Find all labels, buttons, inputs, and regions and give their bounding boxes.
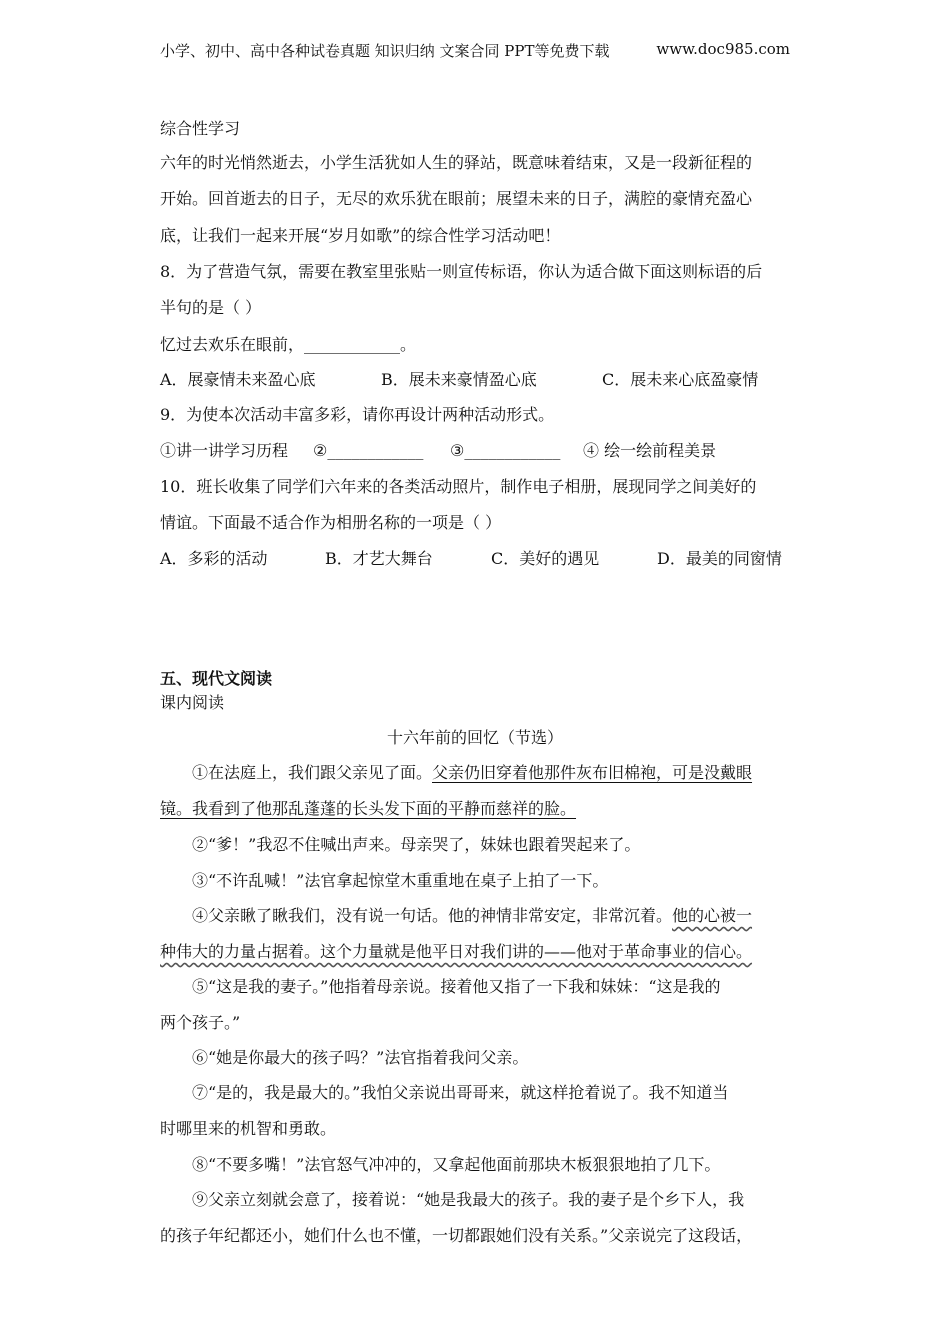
paragraph-1-line-2 — [160, 798, 790, 820]
q8-option-c[interactable]: C．展未来心底盈豪情 — [602, 370, 759, 389]
paragraph-7-line-2: 时哪里来的机智和勇敢。 — [160, 1119, 337, 1138]
q9-item-4: ④ 绘一绘前程美景 — [583, 441, 717, 460]
paragraph-3: ③“不许乱喊！”法官拿起惊堂木重重地在桌子上拍了一下。 — [192, 871, 609, 890]
q9-item-3[interactable]: ③____________ — [450, 441, 561, 460]
q10-option-c[interactable]: C．美好的遇见 — [491, 549, 600, 568]
q10-option-d[interactable]: D．最美的同窗情 — [657, 549, 782, 568]
intro-line-1: 六年的时光悄然逝去，小学生活犹如人生的驿站，既意味着结束，又是一段新征程的 — [160, 153, 753, 172]
header-text: 小学、初中、高中各种试卷真题 知识归纳 文案合同 PPT等免费下载 — [160, 42, 610, 60]
passage-title: 十六年前的回忆（节选） — [386, 728, 563, 747]
paragraph-4-line-1 — [160, 905, 790, 927]
paragraph-5-line-2: 两个孩子。” — [160, 1013, 241, 1032]
paragraph-4-line-2 — [160, 941, 790, 963]
page-header — [160, 40, 790, 61]
paragraph-9-line-1: ⑨父亲立刻就会意了，接着说：“她是我最大的孩子。我的妻子是个乡下人，我 — [192, 1190, 745, 1209]
paragraph-8: ⑧“不要多嘴！”法官怒气冲冲的，又拿起他面前那块木板狠狠地拍了几下。 — [192, 1155, 721, 1174]
q8-line-2: 半句的是（ ） — [160, 298, 262, 317]
q8-option-a[interactable]: A．展豪情未来盈心底 — [160, 370, 316, 389]
paragraph-4-start: ④父亲瞅了瞅我们，没有说一句话。他的神情非常安定，非常沉着。 — [192, 906, 673, 925]
paragraph-9-line-2: 的孩子年纪都还小，她们什么也不懂，一切都跟她们没有关系。”父亲说完了这段话， — [160, 1226, 753, 1245]
paragraph-6: ⑥“她是你最大的孩子吗？”法官指着我问父亲。 — [192, 1048, 529, 1067]
q9-text: 9．为使本次活动丰富多彩，请你再设计两种活动形式。 — [160, 405, 555, 424]
paragraph-1-start: ①在法庭上，我们跟父亲见了面。 — [192, 763, 433, 782]
q10-option-b[interactable]: B．才艺大舞台 — [325, 549, 433, 568]
q8-line-3: 忆过去欢乐在眼前，____________。 — [160, 335, 417, 354]
intro-line-2: 开始。回首逝去的日子，无尽的欢乐犹在眼前；展望未来的日子，满腔的豪情充盈心 — [160, 189, 753, 208]
header-url: www.doc985.com — [656, 40, 790, 58]
wavy-sentence-start: 他的心被一 — [672, 906, 753, 925]
paragraph-2: ②“爹！”我忍不住喊出声来。母亲哭了，妹妹也跟着哭起来了。 — [192, 835, 641, 854]
intro-line-3: 底，让我们一起来开展“岁月如歌”的综合性学习活动吧！ — [160, 226, 561, 245]
paragraph-1-line-1 — [160, 762, 790, 784]
paragraph-5-line-1: ⑤“这是我的妻子。”他指着母亲说。接着他又指了一下我和妹妹：“这是我的 — [192, 977, 721, 996]
wavy-sentence-end: 种伟大的力量占据着。这个力量就是他平日对我们讲的——他对于革命事业的信心。 — [160, 942, 753, 961]
q9-item-2[interactable]: ②____________ — [313, 441, 424, 460]
paragraph-7-line-1: ⑦“是的，我是最大的。”我怕父亲说出哥哥来，就这样抢着说了。我不知道当 — [192, 1083, 729, 1102]
section-title-comprehensive: 综合性学习 — [160, 119, 241, 138]
q9-item-1: ①讲一讲学习历程 — [160, 441, 289, 460]
underlined-sentence-end: 镜。我看到了他那乱蓬蓬的长头发下面的平静而慈祥的脸。 — [160, 799, 577, 818]
q8-option-b[interactable]: B．展未来豪情盈心底 — [381, 370, 537, 389]
section-subtitle: 课内阅读 — [160, 693, 225, 712]
underlined-sentence-start: 父亲仍旧穿着他那件灰布旧棉袍，可是没戴眼 — [432, 763, 753, 782]
q8-line-1: 8．为了营造气氛，需要在教室里张贴一则宣传标语，你认为适合做下面这则标语的后 — [160, 262, 763, 281]
q10-line-1: 10．班长收集了同学们六年来的各类活动照片，制作电子相册，展现同学之间美好的 — [160, 477, 757, 496]
q10-line-2: 情谊。下面最不适合作为相册名称的一项是（ ） — [160, 513, 502, 532]
section-title-reading: 五、现代文阅读 — [160, 669, 273, 688]
q10-option-a[interactable]: A．多彩的活动 — [160, 549, 268, 568]
